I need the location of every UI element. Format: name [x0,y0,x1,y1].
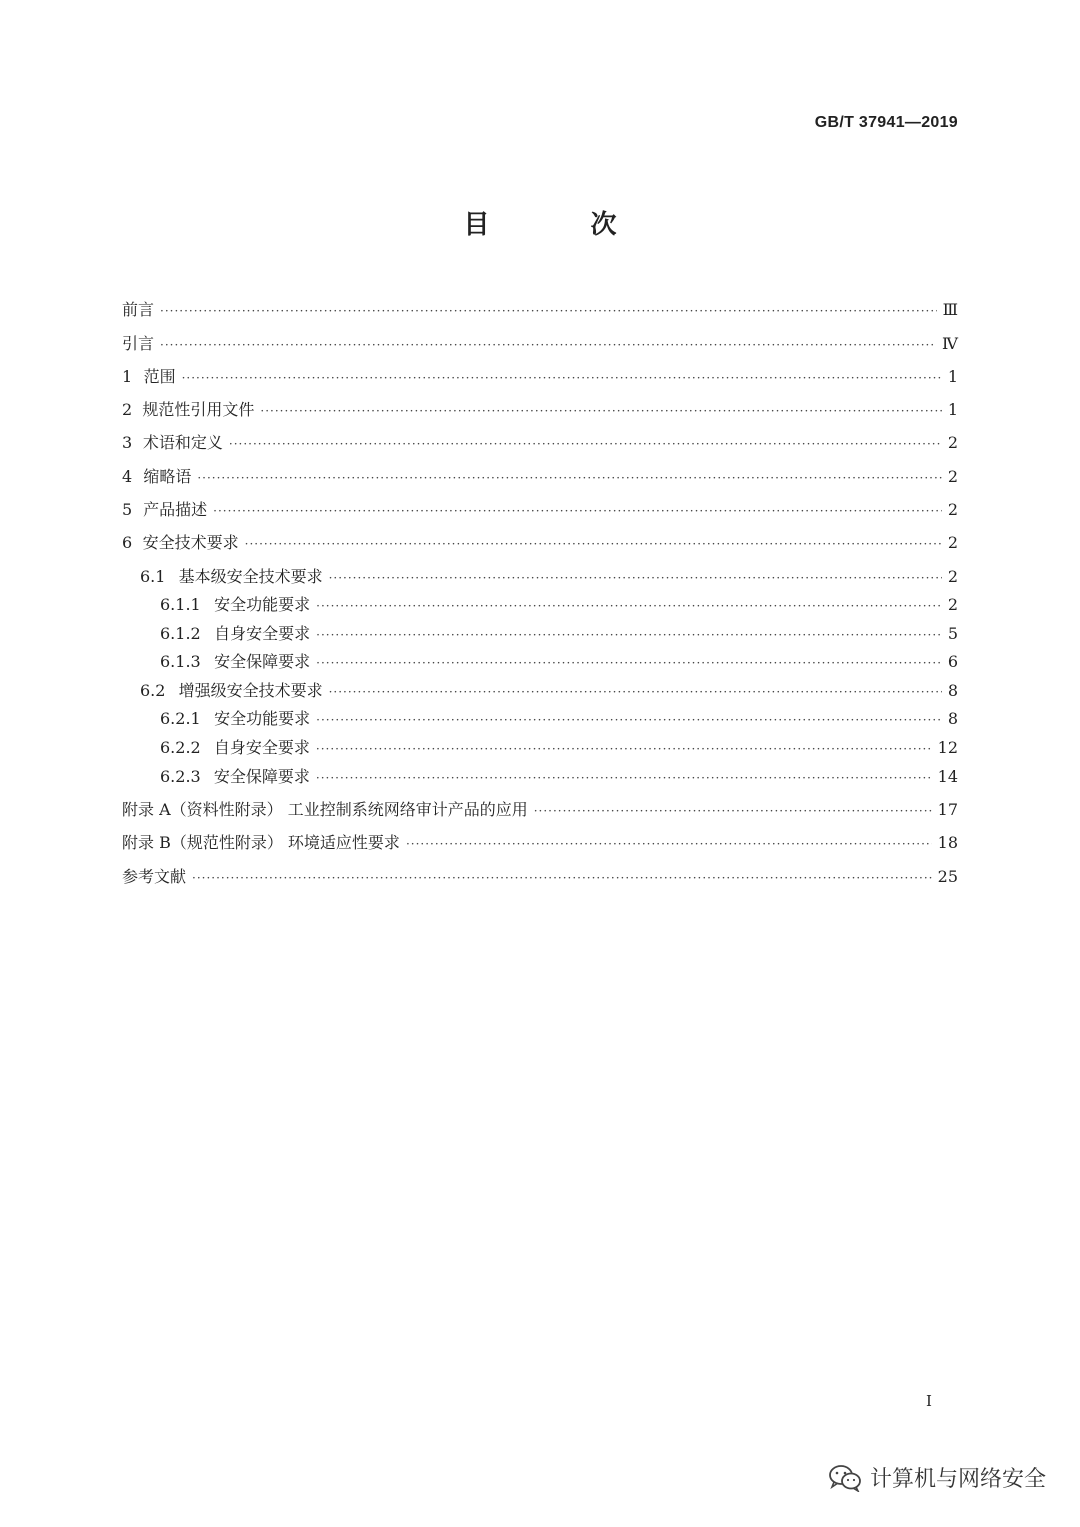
toc-leader-dots [316,713,942,727]
toc-leader-dots [197,471,941,485]
toc-leader-dots [182,371,942,385]
toc-entry-label: 规范性引用文件 [142,400,255,419]
toc-entry[interactable] [122,797,958,823]
toc-entry-page: 2 [947,533,958,552]
toc-entry-page: 2 [947,567,958,586]
toc-entry-label: 安全技术要求 [142,533,239,552]
watermark-text: 计算机与网络安全 [869,1467,1046,1492]
toc-leader-dots [160,304,937,318]
toc-entry-label: 基本级安全技术要求 [178,567,323,586]
toc-entry-label: 参考文献 [122,867,187,886]
toc-entry[interactable] [122,564,958,590]
toc-entry-label: 安全功能要求 [214,709,311,728]
toc-entry-page: 2 [947,467,958,486]
toc-entry[interactable] [122,706,958,732]
toc-entry-label: 术语和定义 [142,433,223,452]
toc-entry-number: 2 [122,400,133,419]
toc-entry-number: 6.2.3 [160,767,201,786]
toc-leader-dots [213,504,942,518]
toc-leader-dots [229,437,942,451]
standard-code: GB/T 37941—2019 [814,114,958,131]
toc-entry[interactable] [122,830,958,856]
toc-entry[interactable] [122,764,958,790]
toc-entry[interactable] [122,621,958,647]
toc-entry-page: 18 [937,833,958,852]
toc-entry[interactable] [122,735,958,761]
toc-entry-number: 6.2.2 [160,738,201,757]
page-number: Ⅰ [926,1392,932,1410]
toc-entry-page: 1 [947,367,958,386]
toc-entry-page: Ⅳ [942,334,958,353]
toc-entry[interactable] [122,297,958,323]
toc-leader-dots [316,599,942,613]
toc-entry-page: 8 [947,681,958,700]
toc-entry-label: 前言 [122,300,155,319]
wechat-icon [828,1464,862,1492]
toc-entry-number: 6.1.2 [160,624,201,643]
toc-entry-number: 6.2 [140,681,166,700]
toc-leader-dots [316,628,942,642]
toc-leader-dots [316,656,942,670]
toc-entry-number: 5 [122,500,133,519]
toc-leader-dots [260,404,941,418]
toc-entry-label: 安全功能要求 [214,595,311,614]
toc-leader-dots [316,742,932,756]
toc-entry-label: 附录 B（规范性附录） 环境适应性要求 [122,833,400,852]
toc-entry-label: 自身安全要求 [214,624,311,643]
toc-leader-dots [534,804,932,818]
toc-entry-number: 6.2.1 [160,709,201,728]
toc-entry[interactable] [122,430,958,456]
toc-entry[interactable] [122,592,958,618]
toc-leader-dots [316,771,932,785]
toc-entry[interactable] [122,364,958,390]
toc-entry-page: 5 [947,624,958,643]
toc-entry[interactable] [122,464,958,490]
toc-leader-dots [245,537,942,551]
toc-leader-dots [329,571,942,585]
toc-entry[interactable] [122,864,958,890]
page-title: 目 次 [463,210,663,240]
toc-entry-number: 1 [122,367,133,386]
toc-entry-label: 安全保障要求 [213,767,310,786]
toc-entry[interactable] [122,331,958,357]
toc-entry-label: 引言 [122,334,155,353]
toc-entry-page: 12 [937,738,958,757]
toc-entry-page: 2 [947,433,958,452]
toc-entry-number: 4 [122,467,133,486]
toc-entry-number: 3 [122,433,133,452]
toc-entry-page: 14 [937,767,958,786]
toc-entry-page: 17 [937,800,958,819]
toc-entry-page: 8 [947,709,958,728]
toc-entry[interactable] [122,497,958,523]
toc-entry-label: 增强级安全技术要求 [178,681,323,700]
toc-entry-page: 2 [947,500,958,519]
toc-leader-dots [329,685,942,699]
toc-entry[interactable] [122,649,958,675]
toc-leader-dots [192,871,932,885]
toc-entry-page: 2 [947,595,958,614]
toc-leader-dots [406,837,932,851]
toc-leader-dots [160,338,936,352]
toc-entry-label: 安全保障要求 [214,652,311,671]
watermark [828,1462,1046,1493]
toc-entry-page: 25 [937,867,958,886]
toc-entry-label: 缩略语 [143,467,192,486]
toc-entry-number: 6.1.1 [160,595,201,614]
toc-entry-number: 6.1.3 [160,652,201,671]
toc-entry-page: 6 [947,652,958,671]
toc-entry-page: Ⅲ [942,300,958,319]
toc-entry-number: 6.1 [140,567,166,586]
toc-entry-number: 6 [122,533,133,552]
toc-entry[interactable] [122,530,958,556]
toc-entry-label: 附录 A（资料性附录） 工业控制系统网络审计产品的应用 [122,800,528,819]
toc-entry-label: 范围 [143,367,176,386]
toc-entry[interactable] [122,678,958,704]
toc-entry-label: 产品描述 [143,500,208,519]
toc-entry-label: 自身安全要求 [213,738,310,757]
toc-entry-page: 1 [947,400,958,419]
toc-entry[interactable] [122,397,958,423]
